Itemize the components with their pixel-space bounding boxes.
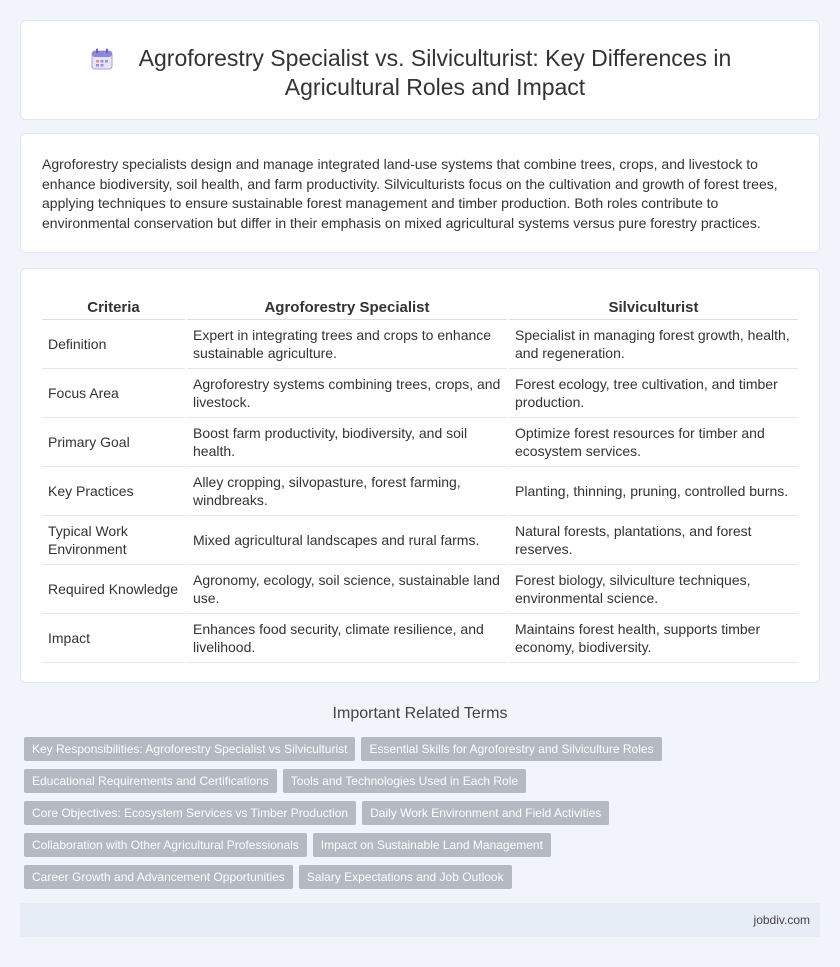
agroforestry-cell: Boost farm productivity, biodiversity, and soil health. (186, 417, 508, 466)
related-term-tag[interactable]: Core Objectives: Ecosystem Services vs Timber Production (24, 801, 356, 825)
header-criteria: Criteria (42, 295, 186, 319)
silviculturist-cell: Maintains forest health, supports timber economy, biodiversity. (508, 613, 798, 662)
tag-row (24, 833, 804, 865)
silviculturist-cell: Forest biology, silviculture techniques, environmental science. (508, 564, 798, 613)
intro-paragraph: Agroforestry specialists design and manage integrated land-use systems that combine trees, crops, and livestock to enhance biodiversity, soil health, and farm productivity. Silviculturists focus on the cultivation and growth of forest trees, applying techniques to ensure sustainable forest management and timber production. Both roles contribute to environmental conservation but differ in their emphasis on mixed agricultural systems versus pure forestry practices. (42, 156, 778, 231)
table-row (42, 417, 798, 466)
table-row (42, 613, 798, 662)
table-row (42, 368, 798, 417)
agroforestry-cell: Agronomy, ecology, soil science, sustainable land use. (186, 564, 508, 613)
tag-row (24, 865, 804, 897)
silviculturist-cell: Planting, thinning, pruning, controlled burns. (508, 466, 798, 515)
criteria-cell: Focus Area (42, 368, 186, 417)
silviculturist-cell: Specialist in managing forest growth, health, and regeneration. (508, 319, 798, 368)
footer (20, 903, 820, 937)
criteria-cell: Primary Goal (42, 417, 186, 466)
criteria-cell: Definition (42, 319, 186, 368)
agroforestry-cell: Agroforestry systems combining trees, crops, and livestock. (186, 368, 508, 417)
related-term-tag[interactable]: Key Responsibilities: Agroforestry Specialist vs Silviculturist (24, 737, 355, 761)
related-term-tag[interactable]: Impact on Sustainable Land Management (313, 833, 551, 857)
silviculturist-cell: Natural forests, plantations, and forest reserves. (508, 515, 798, 564)
related-terms-title: Important Related Terms (332, 705, 508, 722)
agroforestry-cell: Alley cropping, silvopasture, forest farming, windbreaks. (186, 466, 508, 515)
criteria-cell: Typical Work Environment (42, 515, 186, 564)
table-header-row (42, 295, 798, 319)
silviculturist-cell: Forest ecology, tree cultivation, and timber production. (508, 368, 798, 417)
tag-row (24, 769, 804, 801)
related-term-tag[interactable]: Daily Work Environment and Field Activities (362, 801, 609, 825)
table-row (42, 466, 798, 515)
criteria-cell: Impact (42, 613, 186, 662)
header-silviculturist: Silviculturist (508, 295, 798, 319)
related-terms-tags (24, 737, 804, 897)
footer-site-link[interactable]: jobdiv.com (753, 913, 810, 927)
related-term-tag[interactable]: Salary Expectations and Job Outlook (299, 865, 512, 889)
related-term-tag[interactable]: Career Growth and Advancement Opportunities (24, 865, 293, 889)
agroforestry-cell: Enhances food security, climate resilience, and livelihood. (186, 613, 508, 662)
criteria-cell: Required Knowledge (42, 564, 186, 613)
page-title: Agroforestry Specialist vs. Silviculturist: Key Differences in Agricultural Roles and Impact (138, 45, 732, 100)
comparison-table-card (20, 268, 820, 683)
related-term-tag[interactable]: Collaboration with Other Agricultural Professionals (24, 833, 307, 857)
table-row (42, 564, 798, 613)
intro-card (20, 133, 820, 253)
header-card (20, 20, 820, 120)
agroforestry-cell: Expert in integrating trees and crops to enhance sustainable agriculture. (186, 319, 508, 368)
related-term-tag[interactable]: Educational Requirements and Certifications (24, 769, 277, 793)
comparison-table (42, 295, 798, 663)
table-row (42, 319, 798, 368)
agroforestry-cell: Mixed agricultural landscapes and rural farms. (186, 515, 508, 564)
tag-row (24, 801, 804, 833)
table-row (42, 515, 798, 564)
related-term-tag[interactable]: Essential Skills for Agroforestry and Silviculture Roles (361, 737, 661, 761)
related-term-tag[interactable]: Tools and Technologies Used in Each Role (283, 769, 526, 793)
header-agroforestry: Agroforestry Specialist (186, 295, 508, 319)
criteria-cell: Key Practices (42, 466, 186, 515)
silviculturist-cell: Optimize forest resources for timber and ecosystem services. (508, 417, 798, 466)
tag-row (24, 737, 804, 769)
